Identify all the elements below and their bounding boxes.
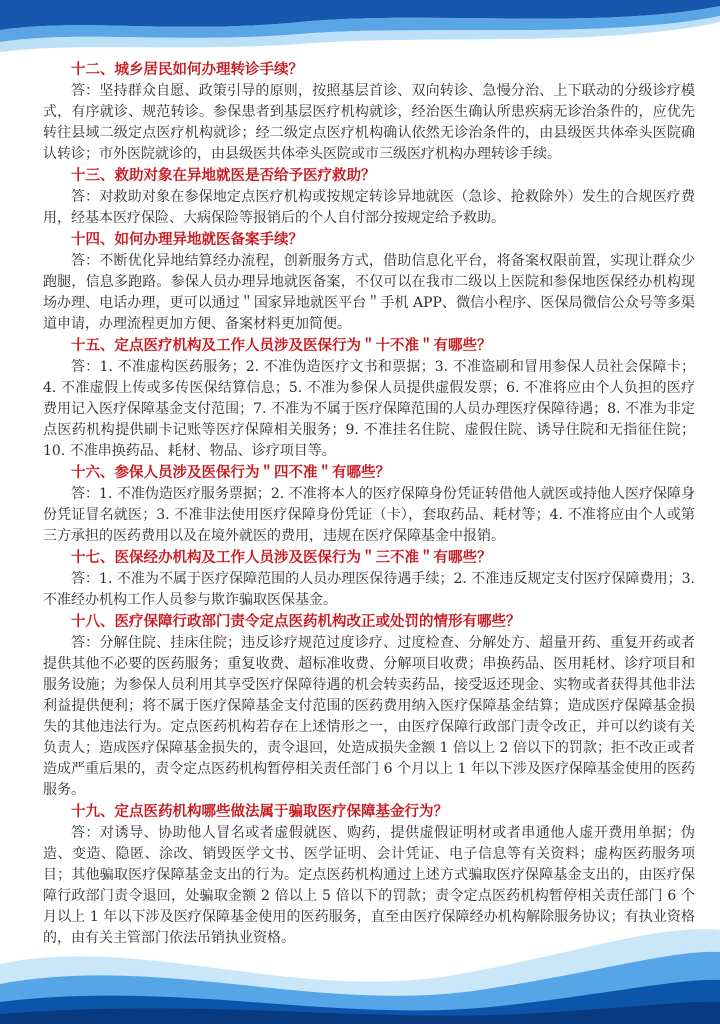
qa-section-14 (43, 230, 695, 335)
qa-section-17 (43, 548, 695, 611)
question-heading: 十二、城乡居民如何办理转诊手续？ (71, 62, 303, 78)
question-heading: 十八、医疗保障行政部门责令定点医药机构改正或处罚的情形有哪些？ (71, 614, 521, 630)
answer-text: 答：对救助对象在参保地定点医疗机构或按规定转诊异地就医（急诊、抢救除外）发生的合规医疗费用，经基本医疗保险、大病保险等报销后的个人自付部分按规定给予救助。 (43, 189, 695, 226)
answer-text: 答：分解住院、挂床住院；违反诊疗规范过度诊疗、过度检查、分解处方、超量开药、重复开药或者提供其他不必要的医药服务；重复收费、超标准收费、分解项目收费；串换药品、医用耗材、诊疗项目和服务设施；为参保人员利用其享受医疗保障待遇的机会转卖药品，接受返还现金、实物或者获得其他非法利益提供便利；将不属于医疗保障基金支付范围的医药费用纳入医疗保障基金结算；造成医疗保障基金损失的其他违法行为。定点医药机构若存在上述情形之一，由医疗保障行政部门责令改正，并可以约谈有关负责人；造成医疗保障基金损失的，责令退回，处造成损失金额 1 倍以上 2 倍以下的罚款；拒不改正或者造成严重后果的，责令定点医药机构暂停相关责任部门 6 个月以上 1 年以下涉及医疗保障基金使用的医药服务。 (43, 635, 695, 798)
answer-text: 答：1. 不准虚构医药服务；2. 不准伪造医疗文书和票据；3. 不准盗刷和冒用参保人员社会保障卡；4. 不准虚假上传或多传医保结算信息；5. 不准为参保人员提供虚假发票；6. 不准将应由个人负担的医疗费用记入医疗保障基金支付范围；7. 不准为不属于医疗保障范围的人员办理医疗保障待遇；8. 不准为非定点医药机构提供刷卡记账等医疗保障相关服务；9. 不准挂名住院、虚假住院、诱导住院和无指征住院；10. 不准串换药品、耗材、物品、诊疗项目等。 (43, 359, 695, 459)
qa-section-12 (43, 60, 695, 165)
question-heading: 十四、如何办理异地就医备案手续？ (71, 232, 303, 248)
qa-section-13 (43, 166, 695, 229)
question-heading: 十六、参保人员涉及医保行为＂四不准＂有哪些？ (71, 465, 390, 481)
qa-section-18 (43, 612, 695, 801)
answer-text: 答：1. 不准伪造医疗服务票据；2. 不准将本人的医疗保障身份凭证转借他人就医或持他人医疗保障身份凭证冒名就医；3. 不准非法使用医疗保障身份凭证（卡），套取药品、耗材等；4. 不准将应由个人或第三方承担的医药费用以及在境外就医的费用，违规在医疗保障基金中报销。 (43, 486, 695, 544)
qa-section-19 (43, 802, 695, 949)
answer-text: 答：坚持群众自愿、政策引导的原则，按照基层首诊、双向转诊、急慢分治、上下联动的分级诊疗模式，有序就诊、规范转诊。参保患者到基层医疗机构就诊，经治医生确认所患疾病无诊治条件的，应优先转往县域二级定点医疗机构就诊；经二级定点医疗机构确认依然无诊治条件的，由县级医共体牵头医院确认转诊；市外医院就诊的，由县级医共体牵头医院或市三级医疗机构办理转诊手续。 (43, 83, 695, 162)
top-wave-decoration (0, 0, 720, 58)
qa-section-15 (43, 336, 695, 462)
top-wave-graphic (0, 0, 720, 58)
qa-content (43, 59, 695, 949)
question-heading: 十九、定点医药机构哪些做法属于骗取医疗保障基金行为？ (71, 804, 448, 820)
question-heading: 十七、医保经办机构及工作人员涉及医保行为＂三不准＂有哪些？ (71, 550, 492, 566)
answer-text: 答：对诱导、协助他人冒名或者虚假就医、购药，提供虚假证明材或者串通他人虚开费用单据；伪造、变造、隐匿、涂改、销毁医学文书、医学证明、会计凭证、电子信息等有关资料；虚构医药服务项目；其他骗取医疗保障基金支出的行为。定点医药机构通过上述方式骗取医疗保障基金支出的，由医疗保障行政部门责令退回，处骗取金额 2 倍以上 5 倍以下的罚款；责令定点医药机构暂停相关责任部门 6 个月以上 1 年以下涉及医疗保障基金使用的医药服务，直至由医疗保障经办机构解除服务协议；有执业资格的，由有关主管部门依法吊销执业资格。 (43, 825, 695, 946)
question-heading: 十三、救助对象在异地就医是否给予医疗救助？ (71, 168, 376, 184)
qa-section-16 (43, 463, 695, 547)
answer-text: 答：不断优化异地结算经办流程，创新服务方式，借助信息化平台，将备案权限前置，实现让群众少跑腿，信息多跑路。参保人员办理异地就医备案，不仅可以在我市二级以上医院和参保地医保经办机构现场办理、电话办理，更可以通过＂国家异地就医平台＂手机 APP、微信小程序、医保局微信公众号等多渠道申请，办理流程更加方便、备案材料更加简便。 (43, 253, 695, 332)
answer-text: 答：1. 不准为不属于医疗保障范围的人员办理医保待遇手续；2. 不准违反规定支付医疗保障费用；3. 不准经办机构工作人员参与欺诈骗取医保基金。 (43, 571, 695, 608)
question-heading: 十五、定点医疗机构及工作人员涉及医保行为＂十不准＂有哪些？ (71, 338, 492, 354)
